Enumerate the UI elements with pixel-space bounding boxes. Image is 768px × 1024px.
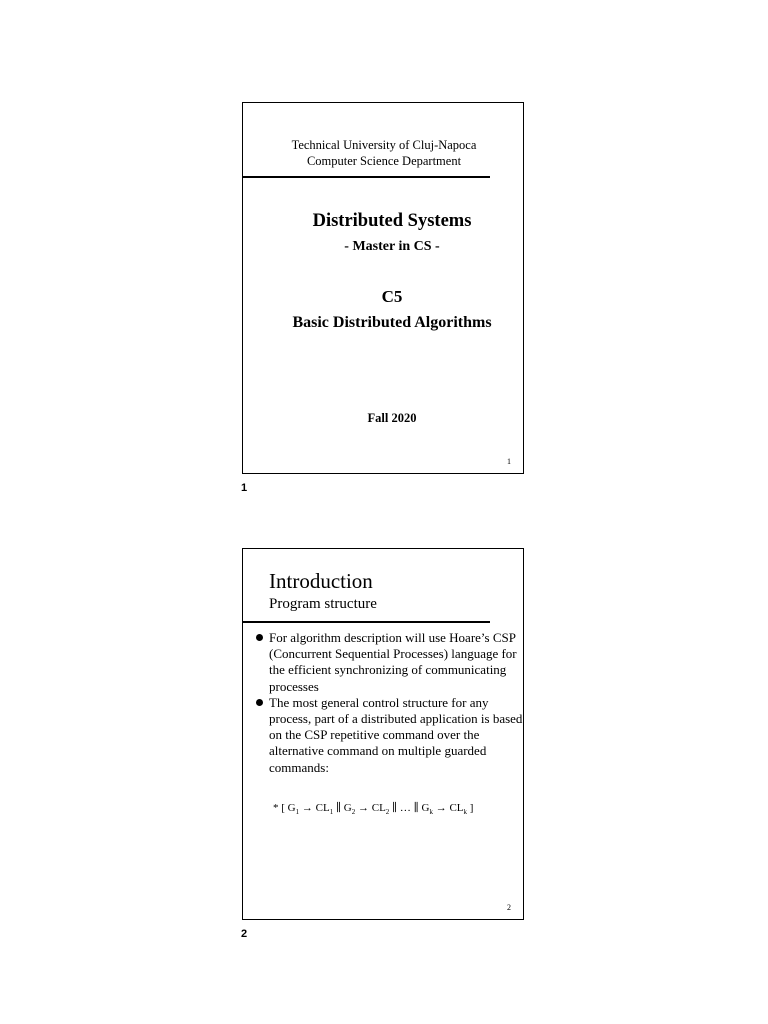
department-name: Computer Science Department	[306, 154, 462, 168]
slide-2	[242, 548, 524, 920]
page-label: 1	[241, 482, 248, 494]
header-divider	[243, 176, 490, 178]
header-divider	[243, 621, 490, 623]
bullet-dot-icon	[256, 699, 263, 706]
institution-name: Technical University of Cluj-Napoca	[291, 138, 477, 152]
list-item	[253, 695, 525, 776]
page-label: 2	[241, 928, 248, 940]
slide-1	[242, 102, 524, 474]
bullet-text: For algorithm description will use Hoare’s CSP (Concurrent Sequential Processes) language for the efficient synchronizing of communicating processes	[269, 630, 517, 694]
csp-formula: * [ $G_1 \to CL_1$ ∥ $G_2 \to CL_2$ ∥ … ∥ $G_k \to CL_k$ ]	[273, 802, 474, 817]
slide-subtitle: Program structure	[269, 596, 377, 612]
slide-number: 1	[507, 457, 511, 466]
institution-block	[243, 137, 525, 169]
slide-number: 2	[507, 903, 511, 912]
term-label: Fall 2020	[367, 411, 417, 425]
course-title: Distributed Systems	[312, 211, 472, 231]
course-subtitle: - Master in CS -	[344, 239, 440, 254]
list-item	[253, 630, 525, 695]
lecture-code: C5	[381, 287, 403, 306]
bullet-list	[253, 630, 525, 776]
lecture-title: Basic Distributed Algorithms	[292, 314, 492, 331]
bullet-text: The most general control structure for any process, part of a distributed application is based on the CSP repetitive command over the alternative command on multiple guarded commands:	[269, 694, 523, 775]
slide-title: Introduction	[269, 569, 373, 593]
bullet-dot-icon	[256, 634, 263, 641]
